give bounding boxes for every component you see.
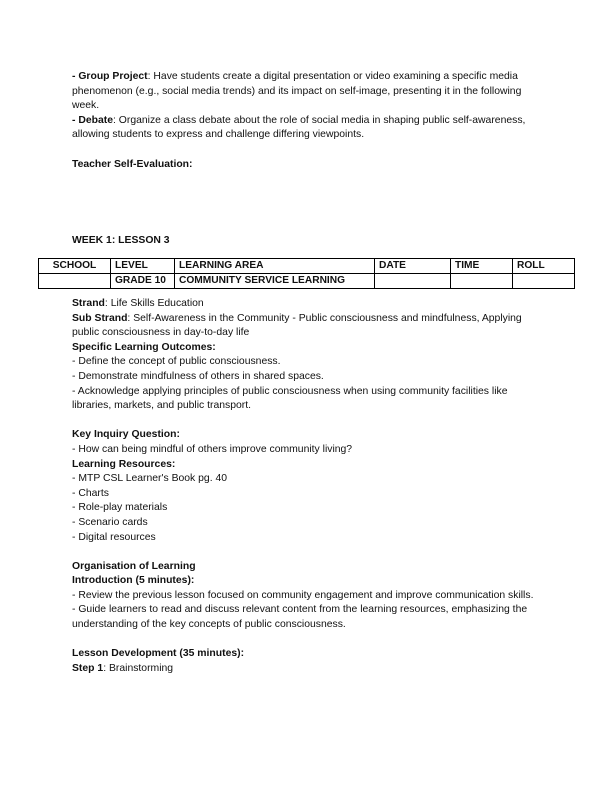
outcomes-heading	[72, 341, 542, 356]
list-item: - Scenario cards	[72, 516, 148, 528]
cell-level: GRADE 10	[111, 274, 175, 289]
list-item: - How can being mindful of others improve community living?	[72, 443, 353, 455]
list-item: - MTP CSL Learner's Book pg. 40	[72, 473, 228, 485]
step-label: Step 1	[72, 662, 104, 674]
key-inquiry-heading-text: Key Inquiry Question:	[72, 429, 180, 441]
header-date: DATE	[375, 259, 451, 274]
cell-learning-area: COMMUNITY SERVICE LEARNING	[175, 274, 375, 289]
header-time: TIME	[451, 259, 513, 274]
list-item: - Charts	[72, 487, 109, 499]
introduction-heading	[72, 574, 542, 589]
lesson-body	[72, 297, 542, 676]
cell-date	[375, 274, 451, 289]
introduction-heading-text: Introduction (5 minutes):	[72, 575, 195, 587]
debate-item	[72, 114, 542, 143]
list-item: - Demonstrate mindfulness of others in shared spaces.	[72, 370, 324, 382]
resources-heading	[72, 458, 542, 473]
outcomes-heading-text: Specific Learning Outcomes:	[72, 341, 216, 353]
header-school: SCHOOL	[39, 259, 111, 274]
list-item: - Review the previous lesson focused on community engagement and improve communication skills.	[72, 589, 534, 601]
substrand-label: Sub Strand	[72, 312, 128, 324]
lesson-info-table	[38, 258, 575, 289]
intro-section	[72, 70, 542, 172]
header-level: LEVEL	[111, 259, 175, 274]
group-project-item	[72, 70, 542, 114]
teacher-self-evaluation-label: Teacher Self-Evaluation:	[72, 158, 193, 170]
strand-text: : Life Skills Education	[104, 298, 204, 309]
substrand-text: : Self-Awareness in the Community - Public consciousness and mindfulness, Applying public consciousness in day-to-day life	[72, 312, 522, 339]
cell-school	[39, 274, 111, 289]
cell-time	[451, 274, 513, 289]
organisation-heading-text: Organisation of Learning	[72, 560, 196, 572]
list-item: - Acknowledge applying principles of public consciousness when using community facilities like libraries, markets, and public transport.	[72, 385, 508, 412]
cell-roll	[513, 274, 575, 289]
teacher-self-evaluation-heading	[72, 158, 542, 173]
organisation-heading	[72, 560, 542, 575]
header-roll: ROLL	[513, 259, 575, 274]
strand-label: Strand	[72, 298, 105, 309]
group-project-label: - Group Project	[72, 71, 148, 82]
list-item: - Define the concept of public consciousness.	[72, 356, 281, 368]
lesson-heading-text: WEEK 1: LESSON 3	[72, 235, 170, 246]
strand-line	[72, 297, 542, 312]
step-line	[72, 662, 542, 677]
header-learning-area: LEARNING AREA	[175, 259, 375, 274]
group-project-text: : Have students create a digital presentation or video examining a specific media phenomenon (e.g., social media trends) and its impact on self-image, presenting it in the following week.	[72, 71, 522, 112]
list-item: - Role-play materials	[72, 502, 168, 514]
key-inquiry-heading	[72, 428, 542, 443]
lesson-development-heading	[72, 647, 542, 662]
resources-heading-text: Learning Resources:	[72, 458, 176, 470]
lesson-development-heading-text: Lesson Development (35 minutes):	[72, 648, 245, 660]
table-header-row	[39, 259, 575, 274]
list-item: - Guide learners to read and discuss relevant content from the learning resources, emphasizing the understanding of the key concepts of public consciousness.	[72, 604, 528, 631]
list-item: - Digital resources	[72, 531, 156, 543]
lesson-heading	[72, 234, 542, 249]
debate-label: - Debate	[72, 114, 113, 126]
step-text: : Brainstorming	[103, 662, 174, 674]
table-row	[39, 274, 575, 289]
substrand-line	[72, 312, 542, 341]
debate-text: : Organize a class debate about the role of social media in shaping public self-awareness, allowing students to express and challenge differing viewpoints.	[72, 114, 526, 141]
